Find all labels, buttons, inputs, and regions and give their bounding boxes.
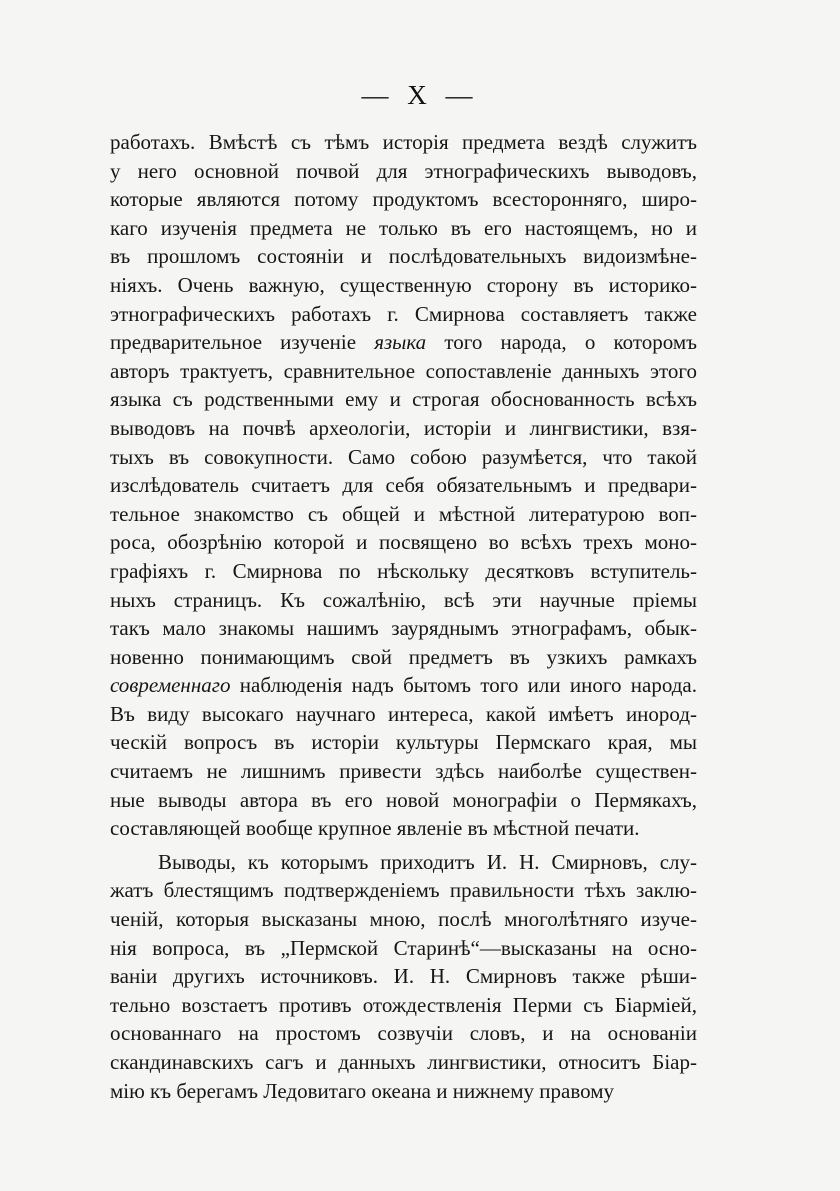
text-line: тельное знакомство съ общей и мѣстной литературою воп- — [110, 501, 697, 526]
text-line: каго изученія предмета не только въ его настоящемъ, но и — [110, 215, 697, 240]
text-line: въ прошломъ состояніи и послѣдовательныхъ видоизмѣне- — [110, 244, 697, 269]
text-line: авторъ трактуетъ, сравнительное сопоставленіе данныхъ этого — [110, 358, 697, 383]
text-line: ченій, которыя высказаны мною, послѣ многолѣтняго изуче- — [110, 907, 697, 932]
text-line: новенно понимающимъ свой предметъ въ узкихъ рамкахъ — [110, 644, 697, 669]
text-line: ныхъ страницъ. Къ сожалѣнію, всѣ эти научные пріемы — [110, 587, 697, 612]
text-line: Выводы, къ которымъ приходитъ И. Н. Смирновъ, слу- — [158, 849, 697, 874]
text-line: мію къ берегамъ Ледовитаго океана и нижнему правому — [110, 1078, 615, 1103]
text-line: у него основной почвой для этнографическихъ выводовъ, — [110, 158, 697, 183]
text-line: графіяхъ г. Смирнова по нѣскольку десятковъ вступитель- — [110, 558, 697, 583]
paragraph — [110, 848, 697, 1105]
text-line: ніяхъ. Очень важную, существенную сторону въ историко- — [110, 272, 697, 297]
text-line: нія вопроса, въ „Пермской Старинѣ“—высказаны на осно- — [110, 935, 697, 960]
italic-word: языка — [374, 330, 427, 355]
text-line: ные выводы автора въ его новой монографіи о Пермякахъ, — [110, 787, 697, 812]
text-line: роса, обозрѣнію которой и посвящено во всѣхъ трехъ моно- — [110, 530, 697, 555]
text-line: жатъ блестящимъ подтвержденіемъ правильности тѣхъ заклю- — [110, 878, 697, 903]
text-line: основаннаго на простомъ созвучіи словъ, и на основаніи — [110, 1021, 697, 1046]
text-line: языка съ родственными ему и строгая обоснованность всѣхъ — [110, 387, 697, 412]
text-line: считаемъ не лишнимъ привести здѣсь наиболѣе существен- — [110, 759, 697, 784]
text-line: выводовъ на почвѣ археологіи, исторіи и лингвистики, взя- — [110, 415, 697, 440]
text-line: ваніи другихъ источниковъ. И. Н. Смирновъ также рѣши- — [110, 964, 697, 989]
text-line: предварительное изученіе языка того народа, о которомъ — [110, 330, 697, 355]
text-line: такъ мало знакомы нашимъ зауряднымъ этнографамъ, обык- — [110, 616, 697, 641]
text-line: которые являются потому продуктомъ всесторонняго, широ- — [110, 187, 697, 212]
text-line: составляющей вообще крупное явленіе въ мѣстной печати. — [110, 816, 640, 841]
text-line: Въ виду высокаго научнаго интереса, какой имѣетъ инород- — [110, 701, 697, 726]
body-text — [110, 128, 697, 1105]
paragraph — [110, 128, 697, 843]
text-line: современнаго наблюденія надъ бытомъ того или иного народа. — [110, 673, 697, 698]
text-line: ческій вопросъ въ исторіи культуры Пермскаго края, мы — [110, 730, 697, 755]
text-line: тыхъ въ совокупности. Само собою разумѣется, что такой — [110, 444, 697, 469]
text-line: тельно возстаетъ противъ отождествленія Перми съ Біарміей, — [110, 992, 697, 1017]
text-line: работахъ. Вмѣстѣ съ тѣмъ исторія предмета вездѣ служитъ — [110, 130, 697, 154]
page-number: — X — — [361, 80, 479, 110]
text-line: изслѣдователь считаетъ для себя обязательнымъ и предвари- — [110, 473, 697, 498]
text-line: скандинавскихъ сагъ и данныхъ лингвистики, относитъ Біар- — [110, 1050, 697, 1074]
italic-word: современнаго — [110, 673, 231, 698]
text-line: этнографическихъ работахъ г. Смирнова составляетъ также — [110, 301, 697, 326]
